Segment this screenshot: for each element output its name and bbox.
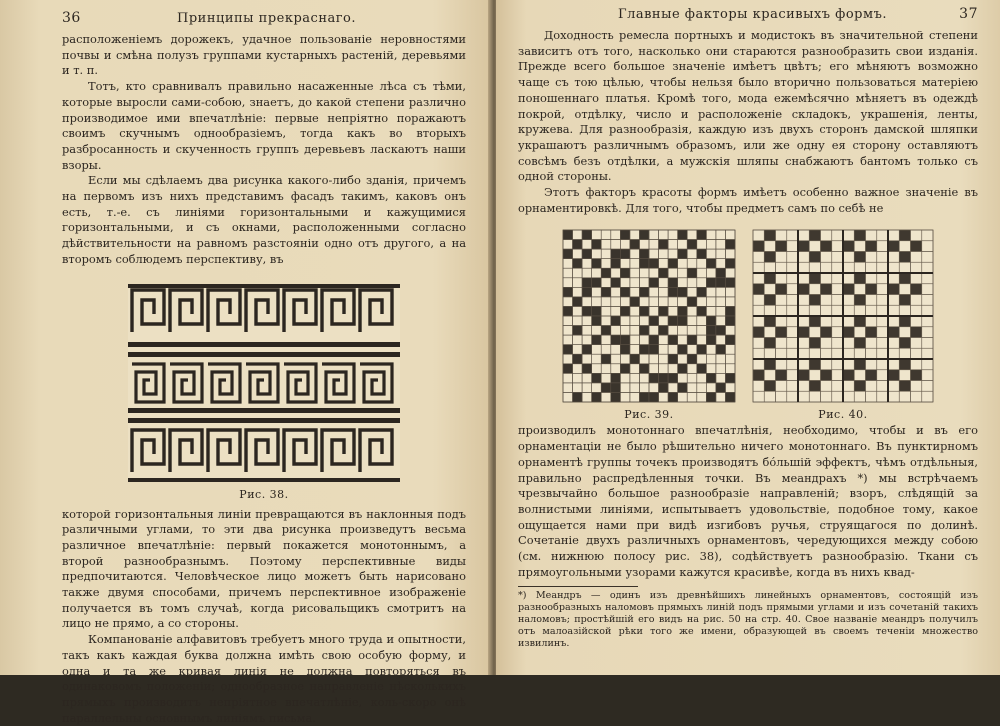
right-body-text	[518, 28, 978, 216]
paragraph: Этотъ факторъ красоты формъ имѣетъ особенно важное значеніе въ орнаментировкѣ. Для того, чтобы предметъ самъ по себѣ не	[518, 185, 978, 215]
paragraph: которой горизонтальныя линіи превращаются въ наклонныя подъ различными углами, то эти два рисунка произведутъ весьма различное впечатлѣніе: первый покажется монотоннымъ, а второй разнообразнымъ. Поэтому перспективные виды предпочитаются. Человѣческое лицо можетъ быть нарисовано также двумя способами, причемъ перспективное изображеніе получается въ томъ случаѣ, когда рисовальщикъ смотритъ на лицо не прямо, а со стороны.	[62, 506, 466, 631]
footnote: *) Меандръ — одинъ изъ древнѣйшихъ линейныхъ орнаментовъ, состоящій изъ разнообразныхъ наломовъ прямыхъ линій подъ прямыми углами и изъ сочетаній такихъ наломовъ; простѣйшій его видъ на рис. 50 на стр. 40. Свое названіе меандръ получилъ отъ малоазійской рѣки того же имени, образующей въ своемъ теченіи множество извилинъ.	[518, 590, 978, 650]
left-page	[0, 0, 492, 725]
figure-38	[62, 284, 466, 501]
left-body-text	[62, 32, 466, 268]
checkered-pattern-illustration	[563, 230, 735, 402]
meander-ornament-illustration	[128, 284, 400, 482]
figure-39	[563, 230, 735, 421]
paragraph: производилъ монотоннаго впечатлѣнія, необходимо, чтобы и въ его орнаментаціи не было рѣшительно ничего монотоннаго. Въ пунктирномъ орнаментѣ группы точекъ производятъ бо́льшій эффектъ, чѣмъ отдѣльныя, правильно распредѣленныя точки. Въ меандрахъ *) мы встрѣчаемъ чрезвычайно большое разнообразіе направленій; взоръ, слѣдящій за волнистыми линіями, испытываетъ удовольствіе, подобное тому, какое ощущается нами при видѣ изгибовъ ручья, струящагося по долинѣ. Сочетаніе двухъ различныхъ орнаментовъ, чередующихся между собою (см. нижнюю полосу рис. 38), содѣйствуетъ разнообразію. Ткани съ прямоугольными узорами кажутся красивѣе, когда въ нихъ квад-	[518, 423, 978, 579]
paragraph: расположеніемъ дорожекъ, удачное пользованіе неровностями почвы и смѣна полузъ группами кустарныхъ растеній, деревьями и т. п.	[62, 32, 466, 78]
figure-40	[753, 230, 933, 421]
figures-39-40	[518, 230, 978, 421]
paragraph: Компанованіе алфавитовъ требуетъ много труда и опытности, такъ какъ каждая буква должна имѣть свою особую форму, и одна и та же кривая линія не должна повторяться въ одинаковомъ положеніи; однообразное направленіе нѣсколькихъ прямыхъ производитъ непріятное впечатлѣніе, коль-скоро онѣ параллельны основнымъ линіямъ письма.	[62, 632, 466, 725]
left-body-text-continued	[62, 507, 466, 726]
figure-caption: Рис. 38.	[239, 487, 289, 501]
paragraph: Если мы сдѣлаемъ два рисунка какого-либо зданія, причемъ на первомъ изъ нихъ представимъ фасадъ такимъ, каковъ онъ есть, т.-е. съ линіями горизонтальными и кажущимися горизонтальными, и съ окнами, расположенными согласно дѣйствительности на равномъ разстояніи одно отъ другого, а на второмъ соблюдемъ перспективу, въ	[62, 173, 466, 266]
paragraph: Тотъ, кто сравнивалъ правильно насаженные лѣса съ тѣми, которые выросли сами-собою, знаетъ, до какой степени различно производимое ими впечатлѣніе: первые непріятно поражаютъ своимъ скучнымъ однообразіемъ, тогда какъ во вторыхъ разбросанность и скученность группъ деревьевъ ласкаютъ наши взоры.	[62, 79, 466, 172]
footnote-divider	[518, 586, 638, 587]
right-page	[496, 0, 1000, 675]
page-number: 37	[959, 6, 978, 22]
running-head: Главные факторы красивыхъ формъ.	[618, 7, 888, 22]
paragraph: Доходность ремесла портныхъ и модистокъ въ значительной степени зависитъ отъ того, насколько они стараются разнообразить свои изданія. Прежде всего большое значеніе имѣетъ цвѣтъ; его мѣняютъ возможно чаще съ тою цѣлью, чтобы нельзя было вторично пользоваться матеріею поношеннаго платья. Кромѣ того, мода ежемѣсячно мѣняетъ въ одеждѣ покрой, отдѣлку, число и расположеніе складокъ, украшенія, ленты, кружева. Для разнообразія, каждую изъ двухъ сторонъ дамской шляпки украшаютъ различнымъ образомъ, или же одну ея сторону оставляютъ совсѣмъ безъ отдѣлки, а мужскія шляпы снабжаютъ бантомъ только съ одной стороны.	[518, 28, 978, 184]
left-page-header	[62, 10, 466, 26]
page-number: 36	[62, 10, 81, 26]
right-page-header	[518, 6, 978, 22]
running-head: Принципы прекраснаго.	[177, 11, 356, 26]
figure-caption: Рис. 39.	[624, 408, 674, 422]
figure-caption: Рис. 40.	[818, 408, 868, 422]
checkered-pattern-illustration	[753, 230, 933, 402]
right-body-text-continued	[518, 423, 978, 580]
